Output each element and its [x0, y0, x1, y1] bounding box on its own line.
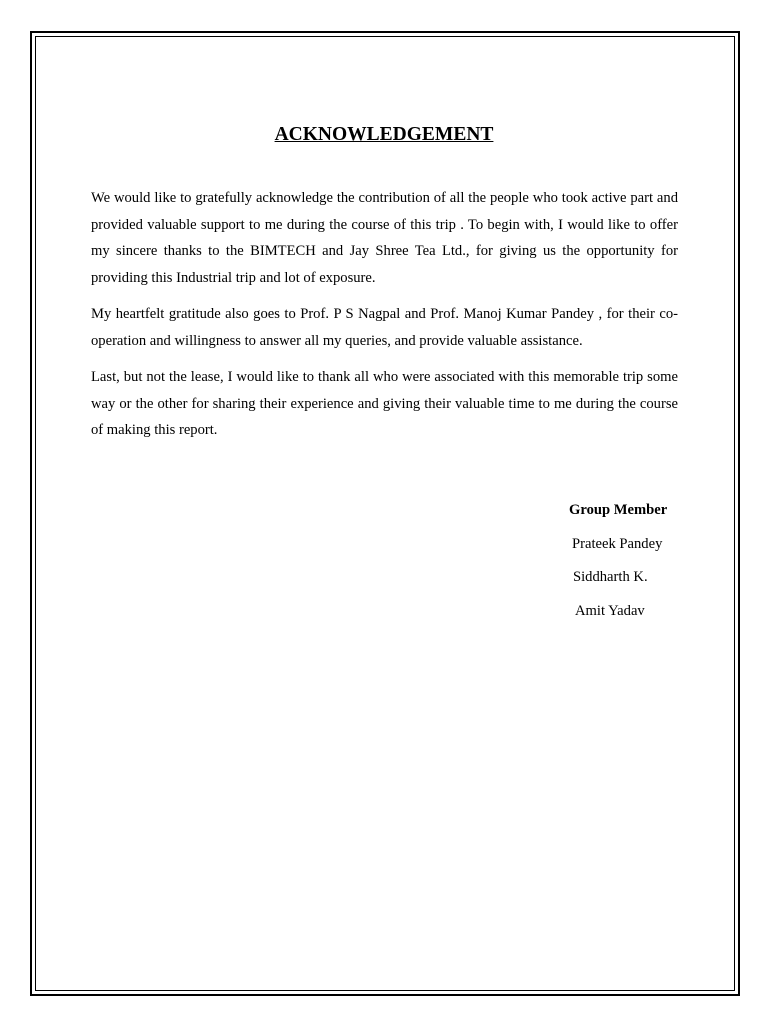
signature-heading: Group Member: [569, 502, 668, 518]
paragraph-intro: We would like to gratefully acknowledge the contribution of all the people who took active part and provided valuable support to me during the course of this trip . To begin with, I would like to offer my sincere thanks to the BIMTECH and Jay Shree Tea Ltd., for giving us the opportunity for providing this Industrial trip and lot of exposure.: [91, 190, 678, 286]
member-name: Prateek Pandey: [572, 536, 663, 552]
member-name: Amit Yadav: [575, 603, 645, 619]
paragraph-gratitude: My heartfelt gratitude also goes to Prof. P S Nagpal and Prof. Manoj Kumar Pandey , for their co-operation and willingness to answer all my queries, and provide valuable assistance.: [91, 306, 678, 349]
paragraph-closing: Last, but not the lease, I would like to thank all who were associated with this memorable trip some way or the other for sharing their experience and giving their valuable time to me during the course of making this report.: [91, 369, 678, 438]
member-name: Siddharth K.: [573, 569, 648, 585]
page-title: ACKNOWLEDGEMENT: [274, 124, 494, 145]
body-text: [91, 185, 678, 454]
